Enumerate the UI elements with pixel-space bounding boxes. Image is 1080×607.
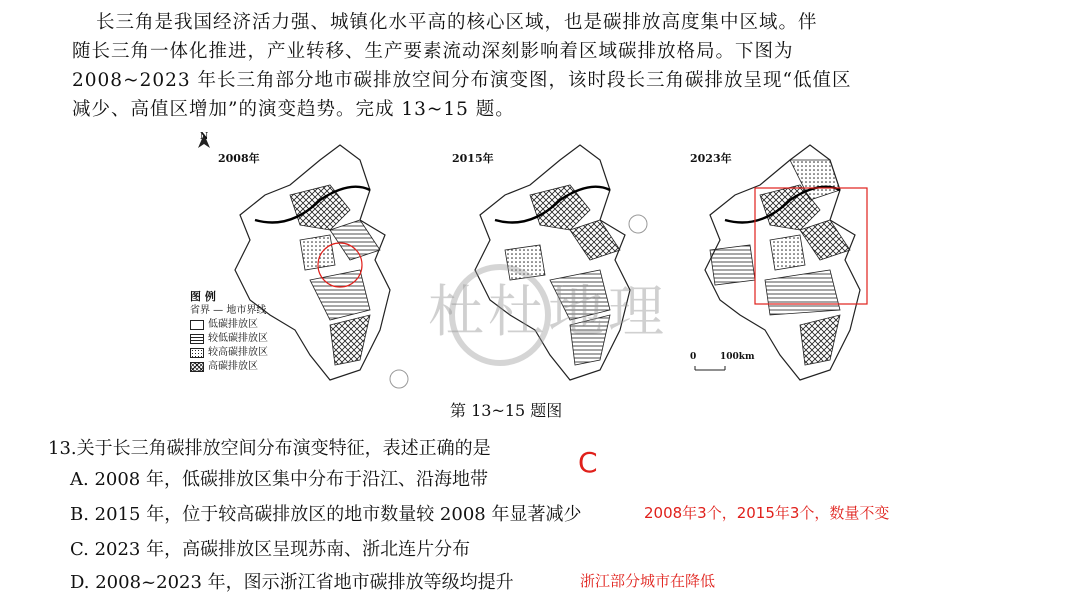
option-b: B. 2015 年，位于较高碳排放区的地市数量较 2008 年显著减少 <box>70 504 582 525</box>
carbon-emission-maps-figure <box>180 130 900 400</box>
note-option-b: 2008年3个，2015年3个，数量不变 <box>644 504 890 522</box>
figure-caption: 第 13~15 题图 <box>450 401 563 420</box>
intro-line-1: 长三角是我国经济活力强、城镇化水平高的核心区域，也是碳排放高度集中区域。伴 <box>96 12 818 33</box>
legend-boundary: 省界 — 地市界线 <box>190 305 267 316</box>
map-title-2015: 2015年 <box>452 152 494 165</box>
option-a: A. 2008 年，低碳排放区集中分布于沿江、沿海地带 <box>70 469 488 490</box>
legend-swatch <box>190 320 204 330</box>
question-stem: 13.关于长三角碳排放空间分布演变特征，表述正确的是 <box>48 438 491 459</box>
intro-passage <box>72 8 872 124</box>
legend-title: 图 例 <box>190 290 216 303</box>
map-legend <box>190 290 268 374</box>
answer-annotation: C <box>578 446 598 479</box>
scale-label: 100km <box>720 352 755 362</box>
decorative-circle <box>390 370 408 388</box>
scale-zero: 0 <box>690 352 697 362</box>
intro-line-3: 2008~2023 年长三角部分地市碳排放空间分布演变图，该时段长三角碳排放呈现“低值区 <box>72 70 852 91</box>
legend-swatch <box>190 348 204 358</box>
map-title-2023: 2023年 <box>690 152 732 165</box>
intro-line-4: 减少、高值区增加”的演变趋势。完成 13~15 题。 <box>72 99 515 120</box>
legend-swatch <box>190 362 204 372</box>
map-title-2008: 2008年 <box>218 152 260 165</box>
legend-item-lower: 较低碳排放区 <box>190 332 268 346</box>
legend-item-high: 高碳排放区 <box>190 360 268 374</box>
legend-swatch <box>190 334 204 344</box>
note-option-d: 浙江部分城市在降低 <box>580 572 716 590</box>
option-c: C. 2023 年，高碳排放区呈现苏南、浙北连片分布 <box>70 539 471 560</box>
option-d: D. 2008~2023 年，图示浙江省地市碳排放等级均提升 <box>70 572 514 593</box>
intro-line-2: 随长三角一体化推进，产业转移、生产要素流动深刻影响着区域碳排放格局。下图为 <box>72 41 794 62</box>
legend-item-higher: 较高碳排放区 <box>190 346 268 360</box>
map-2023 <box>695 145 867 380</box>
watermark-text: 杜杜地理 <box>428 280 668 345</box>
legend-item-low: 低碳排放区 <box>190 318 268 332</box>
decorative-circle <box>629 215 647 233</box>
north-label: N <box>200 132 209 142</box>
maps-svg <box>180 130 900 400</box>
